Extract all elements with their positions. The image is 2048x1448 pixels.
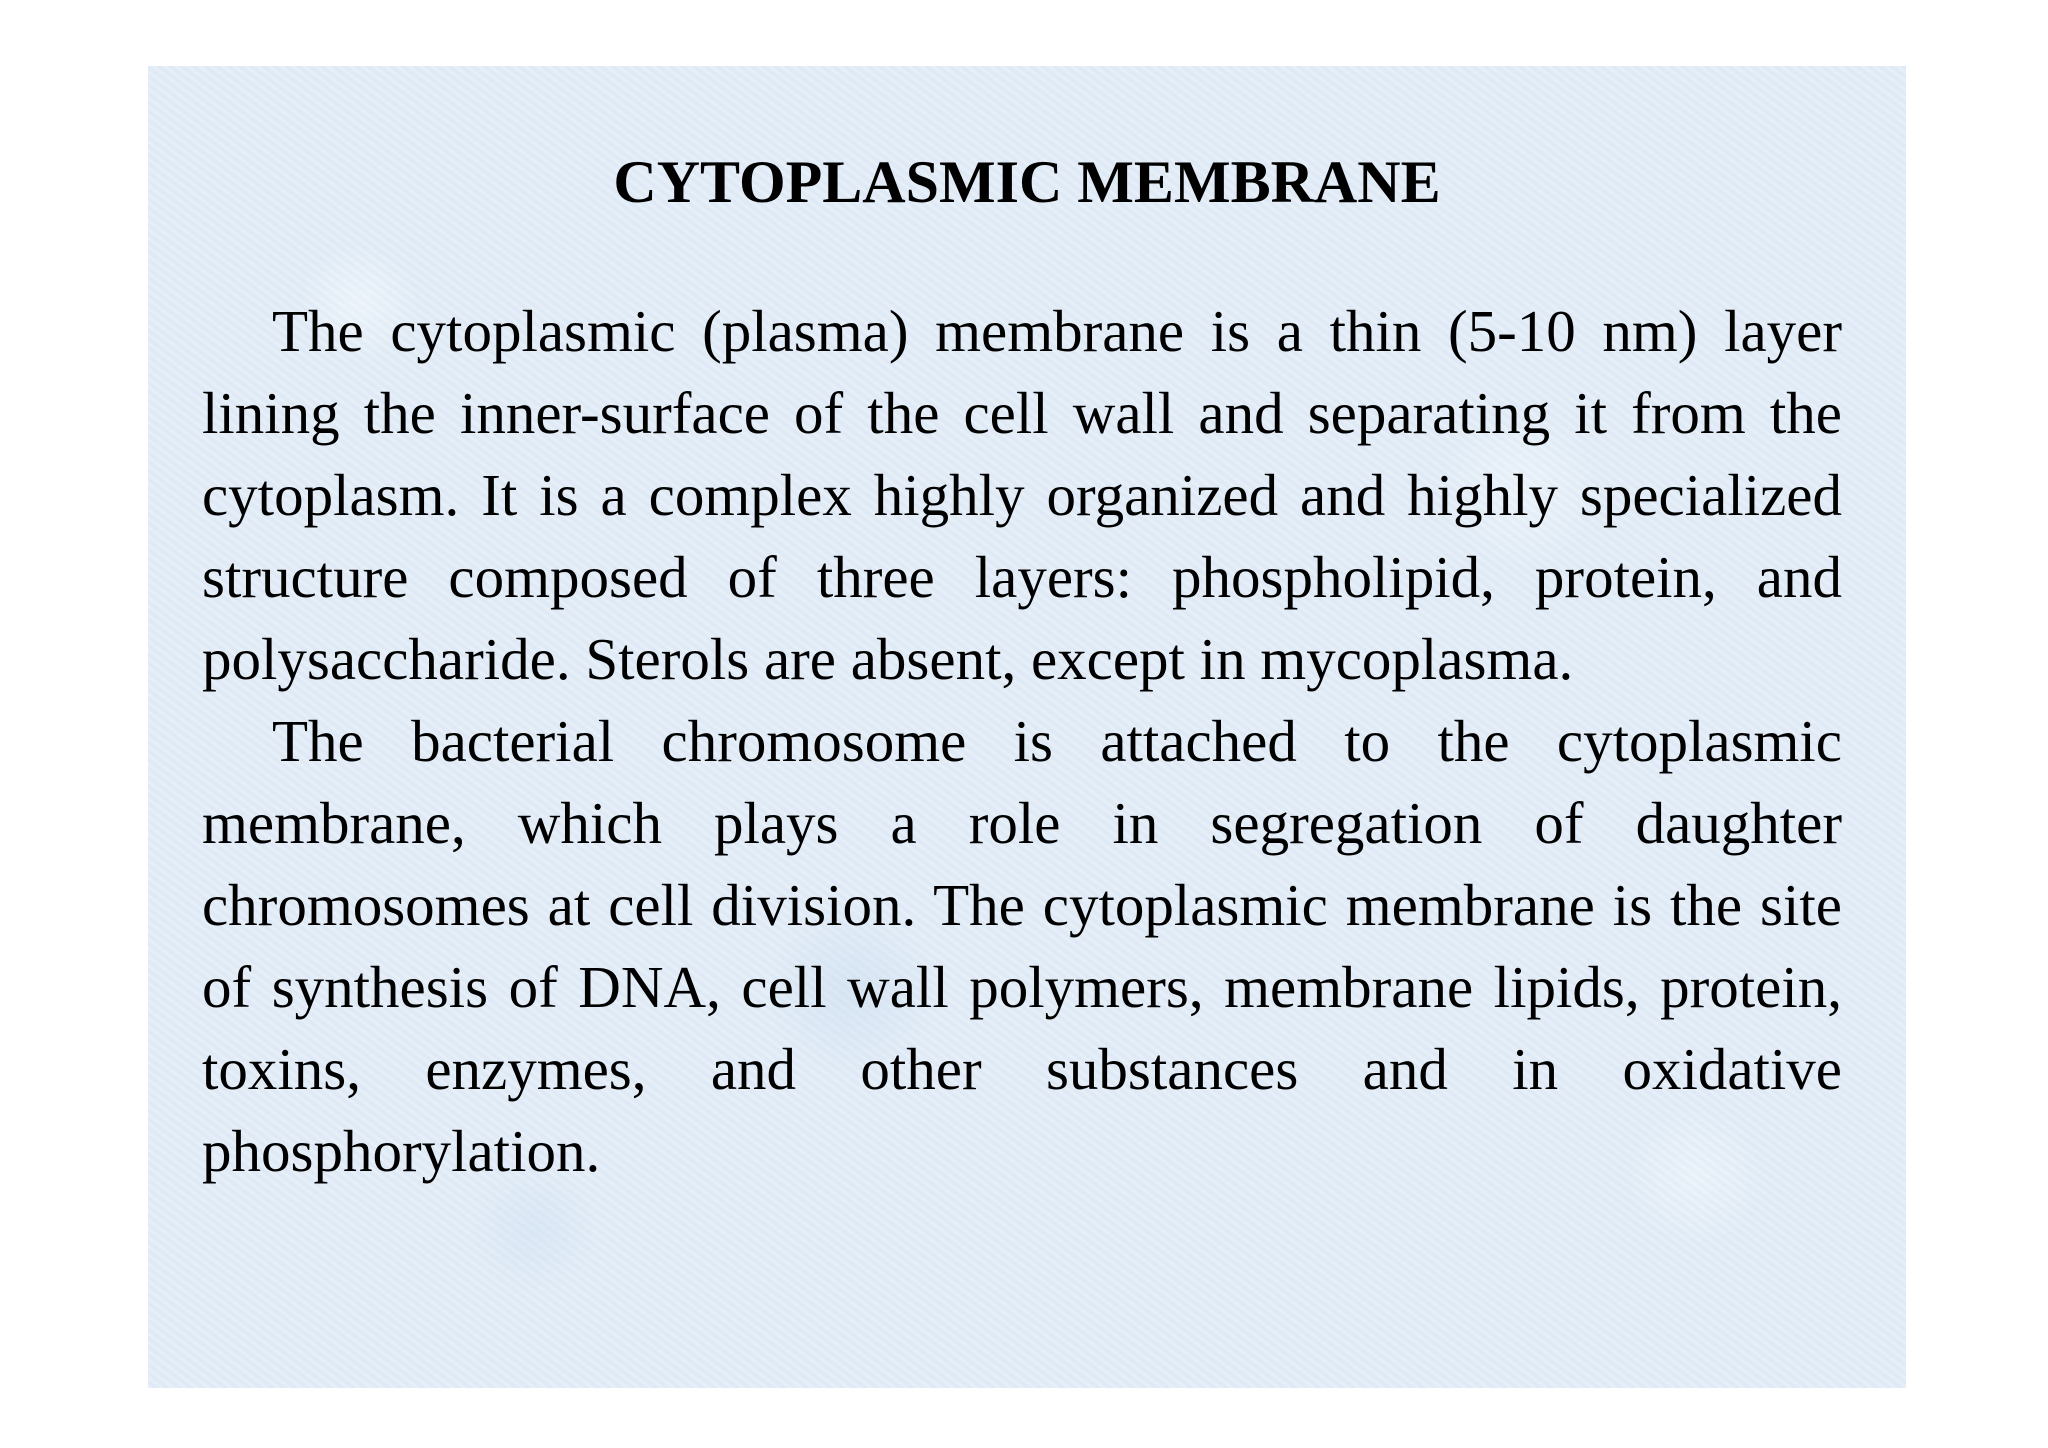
slide-title: CYTOPLASMIC MEMBRANE [613,149,1441,215]
paragraph-membrane-function: The bacterial chromosome is attached to the cytoplasmic membrane, which plays a role in segregation of daughter chromosomes at cell division. The cytoplasmic membrane is the site of synthesis of DNA, cell wall polymers, membrane lipids, protein, toxins, enzymes, and other substances and in oxidative phosphorylation. [202,708,1842,1184]
slide-body [202,290,1842,1192]
paragraph-membrane-structure: The cytoplasmic (plasma) membrane is a thin (5-10 nm) layer lining the inner-surface of the cell wall and separating it from the cytoplasm. It is a complex highly organized and highly specialized structure composed of three layers: phospholipid, protein, and polysaccharide. Sterols are absent, except in mycoplasma. [202,298,1842,692]
slide [148,66,1906,1388]
